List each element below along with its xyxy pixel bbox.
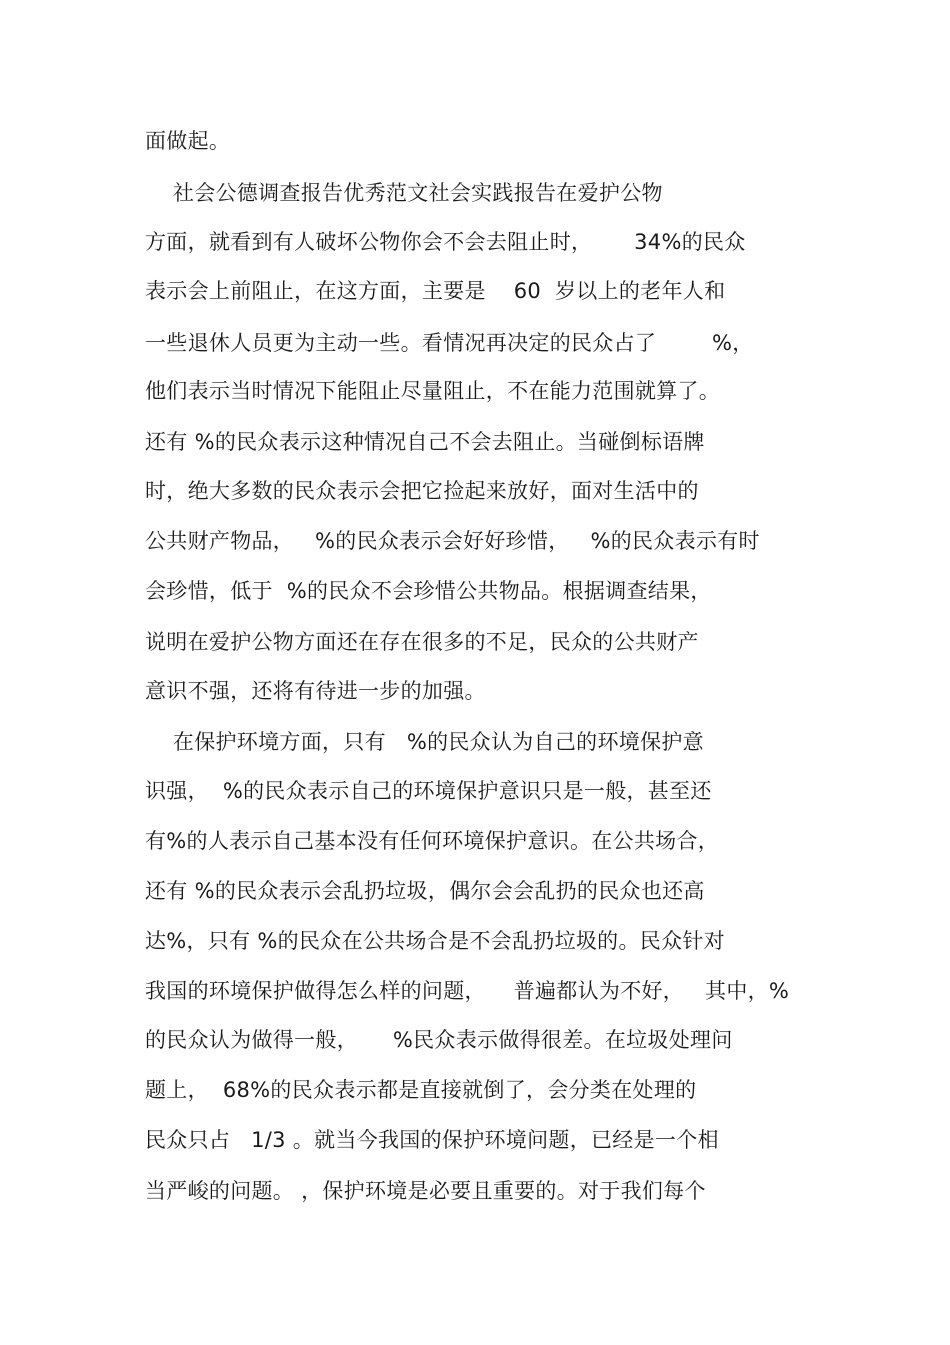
text-line: 面做起。	[145, 129, 231, 153]
text-line: 一些退休人员更为主动一些。看情况再决定的民众占了 %，	[145, 331, 754, 355]
text-line: 当严峻的问题。 ，保护环境是必要且重要的。对于我们每个	[145, 1179, 706, 1203]
text-line: 在保护环境方面，只有 %的民众认为自己的环境保护意	[145, 730, 704, 754]
text-line: 会珍惜，低于 %的民众不会珍惜公共物品。根据调查结果，	[145, 579, 712, 603]
text-line: 表示会上前阻止，在这方面，主要是 60 岁以上的老年人和	[145, 279, 726, 303]
text-line: 社会公德调查报告优秀范文社会实践报告在爱护公物	[145, 181, 663, 205]
text-line: 达%，只有 %的民众在公共场合是不会乱扔垃圾的。民众针对	[145, 929, 725, 953]
text-line: 题上， 68%的民众表示都是直接就倒了，会分类在处理的	[145, 1078, 697, 1102]
text-line: 说明在爱护公物方面还在存在很多的不足，民众的公共财产	[145, 630, 699, 654]
text-line: 有%的人表示自己基本没有任何环境保护意识。在公共场合，	[145, 829, 720, 853]
text-line: 民众只占 1/3 。就当今我国的保护环境问题，已经是一个相	[145, 1128, 719, 1152]
text-line: 的民众认为做得一般， %民众表示做得很差。在垃圾处理问	[145, 1028, 733, 1052]
text-line: 公共财产物品， %的民众表示会好好珍惜， %的民众表示有时	[145, 529, 760, 553]
text-line: 方面，就看到有人破坏公物你会不会去阻止时， 34%的民众	[145, 230, 746, 254]
text-line: 意识不强，还将有待进一步的加强。	[145, 679, 486, 703]
text-line: 他们表示当时情况下能阻止尽量阻止，不在能力范围就算了。	[145, 379, 721, 403]
text-line: 还有 %的民众表示这种情况自己不会去阻止。当碰倒标语牌	[145, 430, 705, 454]
text-line: 我国的环境保护做得怎么样的问题， 普遍都认为不好， 其中，%	[145, 979, 790, 1003]
text-line: 识强， %的民众表示自己的环境保护意识只是一般，甚至还	[145, 779, 712, 803]
text-line: 还有 %的民众表示会乱扔垃圾，偶尔会会乱扔的民众也还高	[145, 879, 705, 903]
text-line: 时，绝大多数的民众表示会把它捡起来放好，面对生活中的	[145, 479, 699, 503]
